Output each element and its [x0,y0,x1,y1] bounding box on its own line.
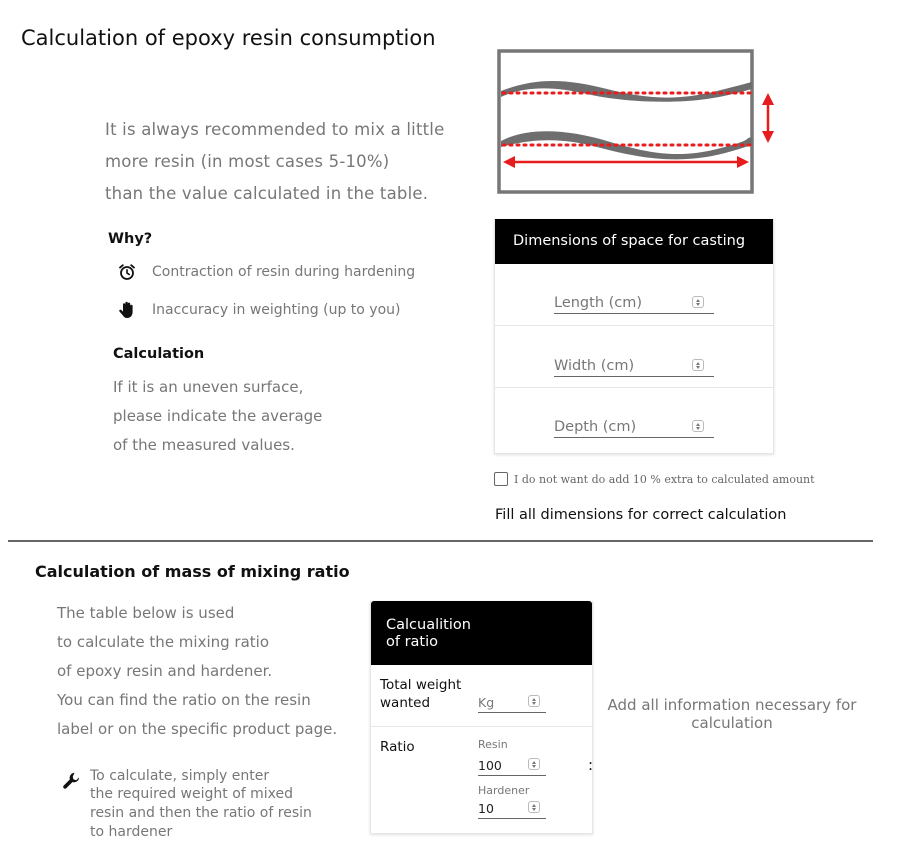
calculation-heading: Calculation [113,346,205,362]
ratio-description-line: label or on the specific product page. [57,720,338,738]
extra-amount-option[interactable] [494,472,815,486]
resin-stepper[interactable] [528,758,540,770]
extra-amount-checkbox[interactable] [494,472,508,486]
total-weight-stepper[interactable] [528,695,540,707]
resin-input[interactable] [478,758,528,775]
why-item [116,299,401,321]
ratio-description-line: to calculate the mixing ratio [57,633,270,651]
casting-dimensions-diagram [497,49,777,195]
length-input[interactable] [554,295,692,313]
hardener-label: Hardener [478,784,530,797]
intro-line: It is always recommended to mix a little [105,120,445,139]
total-weight-label-line: Total weight [380,677,462,693]
depth-row [495,388,773,450]
ratio-separator: : [588,756,594,774]
ratio-description-line: The table below is used [57,604,235,622]
tip-line: To calculate, simply enter [90,768,270,784]
hand-icon [116,299,138,321]
width-input-wrapper [554,351,714,377]
resin-label: Resin [478,738,508,751]
depth-input-wrapper [554,412,714,438]
intro-line: more resin (in most cases 5-10%) [105,152,390,171]
hardener-input-wrapper [478,797,546,819]
extra-amount-label[interactable]: I do not want do add 10 % extra to calculated amount [514,472,815,486]
calculation-line: If it is an uneven surface, [113,378,304,396]
width-row [495,326,773,388]
length-input-wrapper [554,288,714,314]
ratio-label: Ratio [380,739,415,755]
width-stepper[interactable] [692,359,704,371]
hardener-stepper[interactable] [528,801,540,813]
width-input[interactable] [554,358,692,376]
section-divider [8,540,873,542]
depth-input[interactable] [554,419,692,437]
resin-input-wrapper [478,754,546,776]
page-title: Calculation of epoxy resin consumption [21,26,436,50]
ratio-card-title-line: of ratio [386,634,439,650]
why-item-text: Contraction of resin during hardening [152,264,416,280]
length-row [495,264,773,326]
intro-line: than the value calculated in the table. [105,184,429,203]
ratio-card-divider [371,726,592,727]
tip-line: to hardener [90,824,173,840]
total-weight-input[interactable] [478,695,528,712]
depth-stepper[interactable] [692,420,704,432]
dimensions-card [494,219,774,454]
dimensions-message: Fill all dimensions for correct calculation [495,507,787,523]
hardener-input[interactable] [478,801,528,818]
total-weight-input-wrapper [478,691,546,713]
length-stepper[interactable] [692,296,704,308]
total-weight-label [380,676,461,712]
ratio-description-line: of epoxy resin and hardener. [57,662,273,680]
why-item-text: Inaccuracy in weighting (up to you) [152,302,401,318]
ratio-message: Add all information necessary for calculation [607,696,857,732]
tip-line: resin and then the ratio of resin [90,805,312,821]
calculation-line: please indicate the average [113,407,323,425]
tip-line: the required weight of mixed [90,786,294,802]
wrench-icon [62,771,82,795]
total-weight-label-line: wanted [380,695,431,711]
alarm-clock-icon [116,261,138,283]
ratio-description-line: You can find the ratio on the resin [57,691,311,709]
why-item [116,261,415,283]
ratio-card [370,601,593,834]
ratio-card-title [371,601,592,665]
why-heading: Why? [108,231,153,247]
dimensions-card-title: Dimensions of space for casting [495,219,773,264]
ratio-card-title-line: Calcualition [386,617,471,633]
ratio-section-heading: Calculation of mass of mixing ratio [35,562,350,581]
calculation-line: of the measured values. [113,436,295,454]
